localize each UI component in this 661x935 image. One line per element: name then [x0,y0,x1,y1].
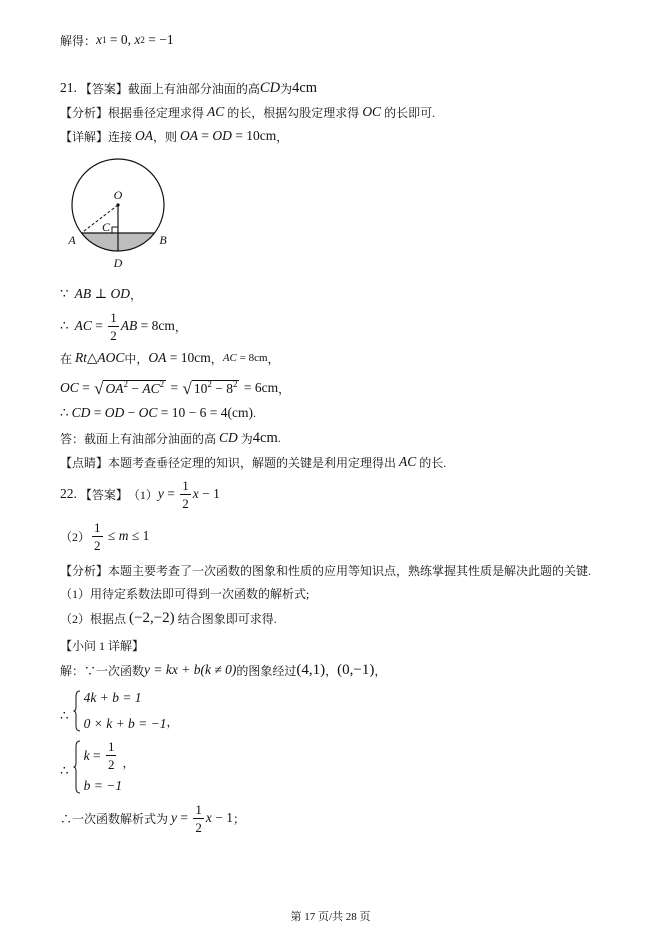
answer-tag: 【答案】 [79,487,128,502]
therefore-symbol: ∴ [60,763,69,778]
page-footer: 第 17 页/共 28 页 [290,911,371,923]
denominator: 2 [182,495,189,511]
left-brace-icon [73,690,81,732]
triangle-symbol: △ [87,350,98,365]
q21-step-triangle [60,348,280,368]
operator: = [240,380,255,395]
radical-icon: √ [94,378,104,398]
variable: OC [60,380,79,395]
q22-subquestion-title [60,635,144,655]
q21-analysis-line [60,102,435,122]
value: 10cm [246,128,277,143]
q21-step-cd [60,403,256,423]
equation: b = −1 [83,778,123,793]
operator: = [163,486,179,501]
operator: = [90,405,105,420]
text: 在 [60,351,73,366]
equation-system-2 [60,740,134,794]
punctuation: ， [122,756,135,770]
radicand [192,380,240,397]
q21-answer-line [60,78,317,98]
numerator: 1 [182,477,189,493]
operator: − [124,405,139,420]
q21-comment-line [60,452,446,472]
text: 的长，根据勾股定理求得 [227,105,360,120]
equation-system-1 [60,690,179,732]
exponent: 2 [207,378,212,389]
answer-tag: 【答案】 [79,81,128,96]
label-c: C [101,220,111,234]
variable: AC [207,104,225,119]
variable: OD [104,405,125,420]
fraction [193,803,204,834]
text: 本题考查垂径定理的知识，解题的关键是利用定理得出 [108,455,397,470]
text: 为 [280,81,293,96]
equation-row [84,778,135,794]
q22-answer-line-2 [60,518,149,554]
because-symbol: ∵ [60,286,69,301]
variable: OD [110,286,131,301]
expression: ≤ 1 [128,528,150,543]
text: 结合图象即可求得. [177,611,277,626]
denominator: 2 [107,757,115,772]
value: 6cm [254,380,279,395]
fraction [180,479,191,510]
expression: − 1 [198,486,220,501]
text: 本题主要考查了一次函数的图象和性质的应用等知识点，熟练掌握其性质是解决此题的关键. [108,563,592,578]
punctuation: ， [374,663,387,678]
operator: − [127,380,143,396]
variable: m [118,528,129,543]
q22-answer-line-1 [60,476,220,512]
variable: CD [259,79,281,96]
variable: OA [148,350,167,365]
text: （1）用待定系数法即可得到一次函数的解析式; [60,586,310,601]
operator: − [211,380,227,396]
variable: x [192,486,199,501]
variable: OD [212,128,232,143]
variable: AOC [97,350,125,365]
fraction [106,740,117,771]
rt-label: Rt [75,350,88,365]
exponent: 2 [123,378,128,389]
equation-row [84,716,179,732]
variable: AC [74,318,92,333]
exponent: 2 [232,378,238,389]
equation-rows [84,690,179,732]
therefore-symbol: ∴ [60,405,69,420]
variable: AB [74,286,92,301]
square-root [94,380,166,397]
operator: = [91,318,107,333]
value: 8cm [151,318,175,333]
value: = −1 [144,32,174,47]
variable-x2: x [134,32,141,47]
variable: CD [71,405,91,420]
variable: x [205,810,212,825]
q21-step-oc [60,376,290,400]
operator: = [166,350,181,365]
q22-solution-line [60,660,386,680]
text: ，则 [153,129,178,144]
operator: = [231,128,247,143]
equation-row [84,740,135,771]
denominator: 2 [94,537,101,553]
text: 为 [240,431,253,446]
right-angle-mark [112,227,118,233]
punctuation: ， [325,663,338,678]
numerator: 1 [94,519,101,535]
denominator: 2 [110,327,117,343]
text: 的图象经过 [236,663,297,678]
number: 8 [226,380,233,396]
point: (0,−1) [337,661,375,678]
label-b: B [159,233,167,247]
variable: AC [399,454,417,469]
punctuation: ， [267,351,280,366]
punctuation: . [277,430,281,445]
question-number: 21. [60,80,77,95]
operator: ⊥ [91,286,111,301]
variable: OC [138,405,158,420]
variable: OA [135,128,154,143]
radical-icon: √ [182,378,192,398]
expression: − 1 [211,810,234,825]
operator: ≤ [104,528,119,543]
numerator: 1 [110,309,117,325]
text: ∴一次函数解析式为 [60,811,169,826]
operator: = [78,380,94,395]
q21-step-ac [60,308,187,344]
point: (−2,−2) [129,609,175,626]
square-root [183,380,240,397]
variable: k [83,747,90,763]
equation: y = kx + b(k ≠ 0) [144,662,237,677]
analysis-tag: 【分析】 [60,105,109,120]
text: 解得： [60,33,97,48]
circle-figure [60,150,184,274]
punctuation: ， [210,351,223,366]
operator: = [198,128,213,143]
numerator: 1 [195,801,202,817]
punctuation: ， [278,381,291,396]
text: 中， [124,351,149,366]
part-label: （2） [60,529,91,544]
q21-detail-line [60,126,288,146]
numerator: 1 [107,739,115,754]
fraction [92,521,103,552]
q22-final-line [60,800,245,836]
punctuation: ， [130,287,143,302]
text: 的长即可. [384,105,436,120]
value: 4cm [292,79,318,96]
equation: 0 × k + b = −1 [83,716,167,731]
variable: AC [142,380,160,396]
label-o: O [113,188,123,202]
denominator: 2 [195,819,202,835]
variable: CD [219,430,238,445]
comment-tag: 【点睛】 [60,455,109,470]
text: 解：∵一次函数 [60,663,145,678]
text: 连接 [108,129,133,144]
punctuation: ， [276,129,289,144]
label-d: D [113,256,123,270]
segment-oa [82,205,119,233]
fraction [108,311,119,342]
q22-analysis-part-1 [60,583,309,603]
variable: OC [362,104,382,119]
therefore-symbol: ∴ [60,318,69,333]
punctuation: ； [233,811,246,826]
number: 10 [193,380,208,396]
variable: OA [105,380,124,396]
expression: 10 − 6 = 4(cm) [171,405,253,420]
punctuation: . [252,405,256,420]
operator: = [137,318,152,333]
value: 8cm [248,352,268,364]
equation-rows [84,740,135,794]
analysis-tag: 【分析】 [60,563,109,578]
point: (4,1) [296,661,326,678]
therefore-symbol: ∴ [60,708,69,723]
equation: 4k + b = 1 [83,690,142,705]
text: 的长. [419,455,447,470]
q22-analysis-line [60,560,591,580]
q21-conclusion-line [60,428,281,448]
operator: = [89,747,104,763]
exponent: 2 [159,378,165,389]
question-number: 22. [60,486,77,501]
operator: = [167,380,182,395]
operator: = [177,810,192,825]
left-brace-icon [73,740,81,794]
operator: = [236,352,249,364]
radicand [103,380,166,397]
text: 答：截面上有油部分油面的高 [60,431,217,446]
text: 截面上有油部分油面的高 [127,81,260,96]
text: 【小问 1 详解】 [60,638,145,653]
text: （2）根据点 [60,611,127,626]
center-point [116,203,119,206]
q21-step-perpendicular [60,284,142,304]
q22-analysis-part-2 [60,608,277,628]
variable-x1: x [96,32,103,47]
variable: OA [180,128,199,143]
variable: AC [222,352,237,364]
variable: y [157,486,164,501]
part-label: （1） [127,487,158,502]
solve-result-line: 解得： x 1 = 0, x 2 = −1 [60,32,174,48]
text: 根据垂径定理求得 [108,105,205,120]
variable: y [171,810,178,825]
detail-tag: 【详解】 [60,129,109,144]
value: 10cm [180,350,211,365]
equation-row [84,690,179,706]
punctuation: ， [166,714,179,729]
label-a: A [68,233,76,247]
value: 4cm [252,429,278,446]
variable: AB [120,318,138,333]
operator: = [157,405,172,420]
punctuation: ， [174,319,187,334]
value: = 0, [106,32,135,47]
